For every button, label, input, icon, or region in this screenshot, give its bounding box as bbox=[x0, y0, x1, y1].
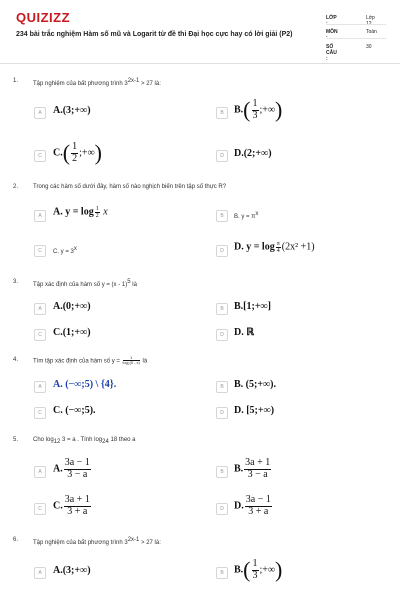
denominator: 3 bbox=[252, 569, 258, 581]
option-prefix: B. bbox=[234, 564, 244, 576]
exponent: x bbox=[255, 211, 259, 217]
option-value: A.(0;+∞) bbox=[53, 301, 91, 312]
option-letter-d: D bbox=[216, 150, 228, 162]
question-text-tail: là bbox=[130, 282, 137, 288]
option-letter-b: B bbox=[216, 466, 228, 478]
option-letter-a: A bbox=[34, 381, 46, 393]
option-text bbox=[234, 211, 258, 220]
question-text-tail: là bbox=[140, 358, 148, 365]
question-text-tail: > 27 là: bbox=[139, 540, 161, 546]
option-letter-b: B bbox=[216, 210, 228, 222]
denominator: 3 − a bbox=[247, 468, 268, 480]
question-number: 2. bbox=[13, 184, 19, 190]
option-text: B.( $\frac{1}{3}$ ;+∞) bbox=[234, 97, 283, 122]
exponent: 2x-1 bbox=[127, 537, 140, 543]
option-value: D. [5;+∞) bbox=[234, 405, 275, 416]
denominator: 2 bbox=[95, 213, 99, 220]
meta-value: Toán bbox=[366, 29, 377, 35]
option-letter-b: B bbox=[216, 567, 228, 579]
numerator: 1 bbox=[123, 356, 140, 361]
question-text bbox=[33, 356, 147, 365]
option-text bbox=[53, 405, 96, 416]
option-prefix: D. bbox=[234, 500, 244, 512]
option-letter-a: A bbox=[34, 107, 46, 119]
question-text bbox=[33, 437, 136, 445]
option-text bbox=[53, 495, 92, 517]
option-value: C. (−∞;5). bbox=[53, 405, 96, 416]
numerator: 3a + 1 bbox=[245, 457, 271, 468]
option-value: C. y = 3 bbox=[53, 249, 74, 255]
exponent: 5 bbox=[127, 279, 131, 285]
numerator: 1 bbox=[95, 206, 99, 212]
option-letter-d: D bbox=[216, 503, 228, 515]
option-text bbox=[53, 327, 91, 338]
denominator: 4 bbox=[276, 248, 280, 255]
option-value: D.(2;+∞) bbox=[234, 148, 272, 159]
denominator: 3 + a bbox=[248, 505, 269, 517]
option-text bbox=[234, 148, 272, 159]
option-text bbox=[53, 301, 91, 312]
option-prefix: B. bbox=[234, 463, 244, 475]
option-letter-d: D bbox=[216, 329, 228, 341]
option-value: B.[1;+∞] bbox=[234, 301, 271, 312]
option-text bbox=[53, 565, 91, 576]
option-tail: ;+∞ bbox=[259, 104, 276, 116]
question-text-mid: 3 = a . Tính log bbox=[60, 437, 103, 443]
question-text-part: Cho log bbox=[33, 437, 54, 443]
numerator: 1 bbox=[72, 141, 78, 152]
option-value: C.(1;+∞) bbox=[53, 327, 91, 338]
question-number: 5. bbox=[13, 437, 19, 443]
option-letter-c: C bbox=[34, 245, 46, 257]
option-text bbox=[234, 405, 274, 416]
question-text-part: Tập nghiệm của bất phương trình 3 bbox=[33, 540, 128, 546]
option-tail: ;+∞ bbox=[259, 564, 276, 576]
option-text bbox=[53, 206, 108, 220]
option-value: A. y = log bbox=[53, 206, 94, 218]
option-letter-c: C bbox=[34, 407, 46, 419]
denominator: 3 − a bbox=[67, 468, 88, 480]
option-text bbox=[53, 105, 91, 116]
numerator: 1 bbox=[252, 558, 258, 569]
denominator: 3 + a bbox=[67, 505, 88, 517]
numerator: 3a + 1 bbox=[64, 494, 90, 505]
question-number: 1. bbox=[13, 78, 19, 84]
option-letter-b: B bbox=[216, 381, 228, 393]
option-letter-b: B bbox=[216, 303, 228, 315]
option-tail: (2x² +1) bbox=[281, 241, 315, 253]
numerator: 3a − 1 bbox=[64, 457, 90, 468]
header-divider bbox=[0, 63, 400, 64]
question-number: 4. bbox=[13, 357, 19, 363]
denominator: 2 bbox=[72, 152, 78, 164]
option-letter-a: A bbox=[34, 466, 46, 478]
question-text bbox=[33, 78, 161, 87]
option-prefix: A. bbox=[53, 463, 63, 475]
option-prefix: B. bbox=[234, 104, 244, 116]
option-letter-a: A bbox=[34, 210, 46, 222]
option-value: B. y = π bbox=[234, 214, 256, 220]
question-text-part: Tập nghiệm của bất phương trình 3 bbox=[33, 81, 128, 87]
worksheet-header bbox=[0, 0, 400, 62]
question-text-part: Tìm tập xác định của hàm số y = bbox=[33, 358, 120, 365]
numerator: 3a − 1 bbox=[245, 494, 271, 505]
option-value: A. (−∞;5) \ {4}. bbox=[53, 379, 117, 390]
divider bbox=[326, 38, 386, 39]
option-value: A.(3;+∞) bbox=[53, 565, 91, 576]
question-text bbox=[33, 279, 137, 288]
option-letter-c: C bbox=[34, 150, 46, 162]
question-text-part: Tập xác định của hàm số y = (x - 1) bbox=[33, 282, 128, 288]
option-text bbox=[53, 458, 92, 480]
option-text bbox=[234, 379, 276, 390]
option-text bbox=[234, 458, 272, 480]
exponent: 2x-1 bbox=[127, 78, 140, 84]
option-prefix: C. bbox=[53, 500, 63, 512]
question-number: 3. bbox=[13, 279, 19, 285]
option-letter-d: D bbox=[216, 245, 228, 257]
option-text bbox=[234, 301, 271, 312]
question-text-tail: 18 theo a bbox=[108, 437, 136, 443]
numerator: 1 bbox=[252, 98, 258, 109]
denominator: 3 bbox=[252, 109, 258, 121]
log-base: 12 bbox=[53, 439, 61, 446]
option-text: C.( $\frac{1}{2}$ ;+∞) bbox=[53, 140, 102, 165]
option-value: D. ℝ bbox=[234, 327, 255, 338]
option-text bbox=[53, 246, 77, 255]
option-letter-c: C bbox=[34, 329, 46, 341]
meta-label: MÔN : bbox=[326, 29, 338, 41]
exponent: x bbox=[73, 246, 77, 252]
option-value: B. (5;+∞). bbox=[234, 379, 276, 390]
meta-value: Lớp 12 bbox=[366, 15, 375, 27]
quizizz-logo: QUIZIZZ bbox=[16, 10, 71, 25]
option-letter-a: A bbox=[34, 303, 46, 315]
option-letter-c: C bbox=[34, 503, 46, 515]
option-text bbox=[234, 495, 273, 517]
question-text-tail: > 27 là: bbox=[139, 81, 161, 87]
option-letter-a: A bbox=[34, 567, 46, 579]
option-tail: ;+∞ bbox=[79, 147, 95, 159]
option-prefix: C. bbox=[53, 147, 63, 159]
question-text: Trong các hàm số dưới đây, hàm số nào nghịch biến trên tập số thực R? bbox=[33, 184, 227, 190]
question-text bbox=[33, 537, 161, 546]
option-letter-d: D bbox=[216, 407, 228, 419]
meta-label: SỐ CÂU : bbox=[326, 44, 337, 62]
option-letter-b: B bbox=[216, 107, 228, 119]
meta-value: 30 bbox=[366, 44, 372, 50]
worksheet-title: 234 bài trắc nghiệm Hàm số mũ và Logarit từ đề thi Đại học cực hay có lời giải (P2) bbox=[16, 31, 293, 38]
numerator: π bbox=[276, 241, 280, 247]
option-value: A.(3;+∞) bbox=[53, 105, 91, 116]
option-text bbox=[234, 241, 315, 255]
divider bbox=[326, 24, 386, 25]
option-text: B.( $\frac{1}{3}$ ;+∞) bbox=[234, 557, 283, 582]
log-base: 24 bbox=[102, 439, 109, 446]
denominator: log₂(5 - x) bbox=[122, 360, 140, 366]
option-text bbox=[234, 327, 254, 338]
option-value: D. y = log bbox=[234, 241, 275, 253]
option-tail: x bbox=[103, 206, 108, 218]
meta-label: LỚP : bbox=[326, 15, 337, 27]
question-number: 6. bbox=[13, 537, 19, 543]
option-text bbox=[53, 379, 116, 390]
